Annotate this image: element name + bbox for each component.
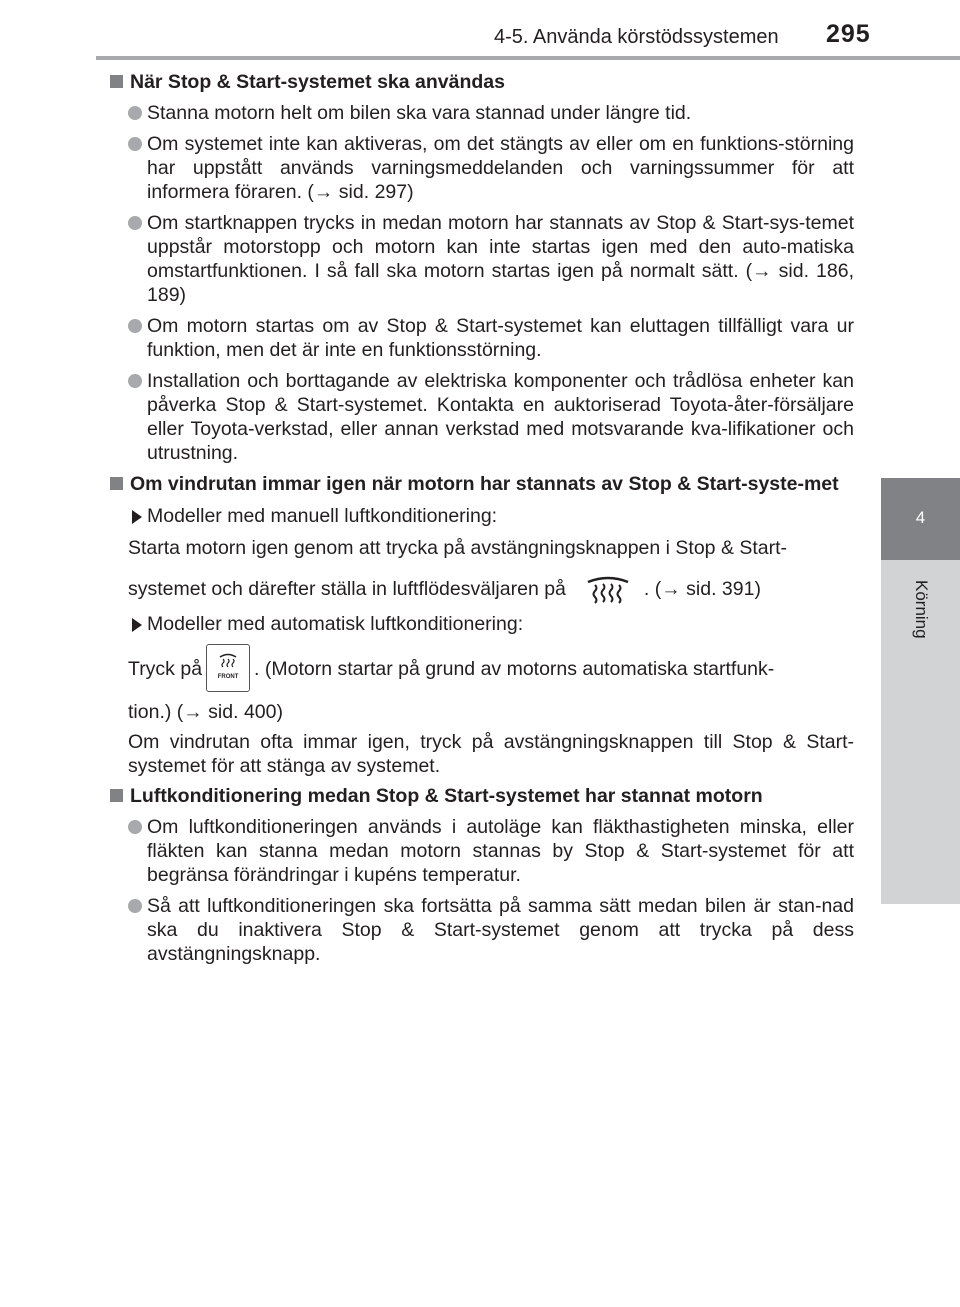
front-defrost-button-icon: FRONT xyxy=(206,644,250,692)
page-number: 295 xyxy=(826,20,871,48)
section-heading: När Stop & Start-systemet ska användas xyxy=(110,70,854,94)
paragraph: Starta motorn igen genom att trycka på avstängningsknappen i Stop & Start- systemet och därefter ställa in luftflödesväljaren på . (→ sid. 391) xyxy=(110,536,854,604)
round-bullet-icon xyxy=(128,216,142,230)
paragraph: Tryck på FRONT . (Motorn startar på grund av motorns automatiska startfunk- tion.) (→ sid. 400) xyxy=(110,644,854,724)
model-label-automatic: Modeller med automatisk luftkonditionering: xyxy=(110,612,854,636)
round-bullet-icon xyxy=(128,137,142,151)
chapter-number: 4 xyxy=(915,508,926,527)
paragraph: Om vindrutan ofta immar igen, tryck på avstängningsknappen till Stop & Start-systemet för att stänga av systemet. xyxy=(128,731,854,777)
chapter-label: Körning xyxy=(912,580,931,639)
round-bullet-icon xyxy=(128,374,142,388)
list-item: Om startknappen trycks in medan motorn har stannats av Stop & Start-sys-temet uppstår motorstopp och motorn kan inte startas igen med den auto-matiska omstartfunktionen. I så fall ska motorn startas igen på normalt sätt. (→ sid. 186, 189) xyxy=(110,211,854,307)
list-item: Installation och borttagande av elektriska komponenter och trådlösa enheter kan påverka Stop & Start-systemet. Kontakta en auktoriserad Toyota-åter-försäljare eller Toyota-verkstad, eller annan verkstad med motsvarande kva-lifikationer och utrustning. xyxy=(110,369,854,465)
header-rule xyxy=(96,56,960,60)
square-bullet-icon xyxy=(110,789,123,802)
section-title: 4-5. Använda körstödssystemen xyxy=(494,26,779,48)
triangle-bullet-icon xyxy=(132,510,142,524)
list-item: Stanna motorn helt om bilen ska vara stannad under längre tid. xyxy=(110,101,854,125)
round-bullet-icon xyxy=(128,319,142,333)
list-item: Om luftkonditioneringen används i autoläge kan fläkthastigheten minska, eller fläkten kan stanna medan motorn stannas by Stop & Start-systemet för att begränsa förändringar i kupéns temperatur. xyxy=(110,815,854,887)
round-bullet-icon xyxy=(128,820,142,834)
round-bullet-icon xyxy=(128,899,142,913)
chapter-tab-label xyxy=(881,560,960,904)
chapter-tab-number xyxy=(881,478,960,560)
square-bullet-icon xyxy=(110,477,123,490)
model-label-manual: Modeller med manuell luftkonditionering: xyxy=(110,504,854,528)
windshield-defrost-icon xyxy=(584,574,632,604)
section-heading: Luftkonditionering medan Stop & Start-systemet har stannat motorn xyxy=(110,784,854,808)
page-content xyxy=(110,70,854,973)
round-bullet-icon xyxy=(128,106,142,120)
section-heading: Om vindrutan immar igen när motorn har stannats av Stop & Start-syste-met xyxy=(110,472,854,496)
list-item: Om systemet inte kan aktiveras, om det stängts av eller om en funktions-störning har uppstått används varningsmeddelanden och varningssummer för att informera föraren. (→ sid. 297) xyxy=(110,132,854,204)
square-bullet-icon xyxy=(110,75,123,88)
list-item: Om motorn startas om av Stop & Start-systemet kan eluttagen tillfälligt vara ur funktion, men det är inte en funktionsstörning. xyxy=(110,314,854,362)
triangle-bullet-icon xyxy=(132,618,142,632)
list-item: Så att luftkonditioneringen ska fortsätta på samma sätt medan bilen är stan-nad ska du inaktivera Stop & Start-systemet genom att trycka på dess avstängningsknapp. xyxy=(110,894,854,966)
